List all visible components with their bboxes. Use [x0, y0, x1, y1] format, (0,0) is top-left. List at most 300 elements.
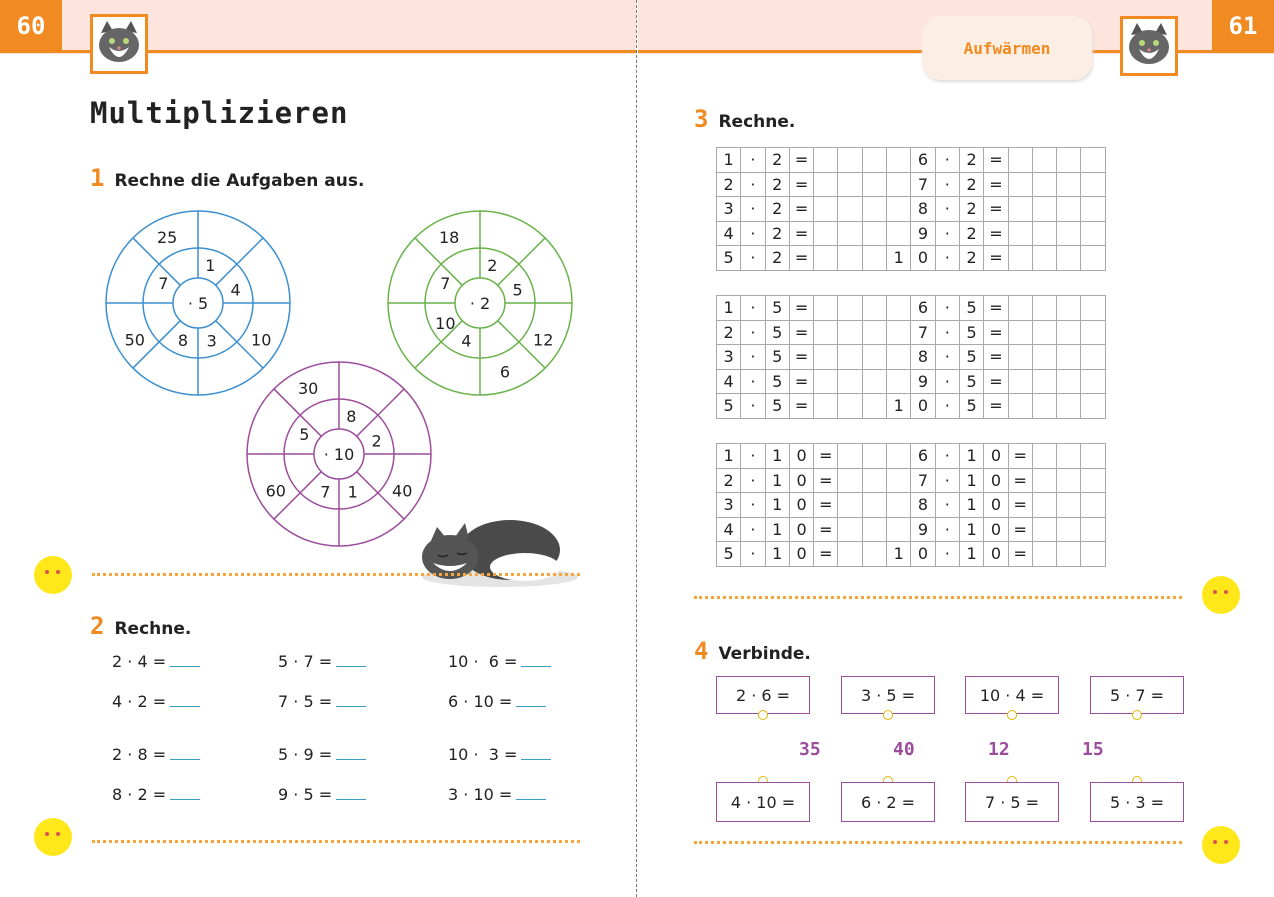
- grid-cell: 4: [717, 221, 741, 246]
- wheel-outer-number: 25: [156, 227, 178, 247]
- grid-cell[interactable]: [1032, 296, 1056, 321]
- answer-blank[interactable]: [521, 745, 551, 760]
- grid-cell: ·: [741, 221, 765, 246]
- grid-cell: ·: [935, 394, 959, 419]
- grid-cell[interactable]: [814, 148, 838, 173]
- grid-row: [717, 493, 1106, 518]
- grid-cell[interactable]: [1008, 369, 1032, 394]
- wheel-outer-number: 30: [297, 378, 319, 398]
- grid-cell: =: [789, 296, 813, 321]
- connect-dot[interactable]: [758, 710, 768, 720]
- grid-cell: 2: [959, 148, 983, 173]
- grid-cell[interactable]: [1057, 246, 1081, 271]
- grid-cell[interactable]: [814, 172, 838, 197]
- grid-cell: 2: [959, 246, 983, 271]
- answer-blank[interactable]: [521, 652, 551, 667]
- grid-cell: 2: [717, 172, 741, 197]
- grid-cell: 8: [911, 197, 935, 222]
- grid-cell: ·: [741, 444, 765, 469]
- grid-cell: =: [1008, 542, 1032, 567]
- equation-text: 10 · 6 =: [448, 652, 518, 671]
- grid-cell: =: [984, 246, 1008, 271]
- grid-cell[interactable]: [1057, 221, 1081, 246]
- grid-cell: =: [789, 197, 813, 222]
- connect-dot[interactable]: [1007, 710, 1017, 720]
- grid-cell: 5: [959, 394, 983, 419]
- grid-cell: ·: [741, 394, 765, 419]
- grid-cell[interactable]: [1032, 148, 1056, 173]
- wheel-inner-number: 8: [346, 406, 357, 426]
- grid-cell[interactable]: [887, 369, 911, 394]
- grid-cell: 1: [765, 444, 789, 469]
- grid-cell[interactable]: [1032, 197, 1056, 222]
- grid-cell[interactable]: [1081, 345, 1105, 370]
- grid-cell: 1: [959, 468, 983, 493]
- grid-cell[interactable]: [862, 517, 886, 542]
- grid-cell[interactable]: [1008, 246, 1032, 271]
- grid-cell: 7: [911, 172, 935, 197]
- grid-cell[interactable]: [862, 444, 886, 469]
- grid-row: [717, 542, 1106, 567]
- bubble-label: Aufwärmen: [963, 38, 1051, 58]
- grid-cell[interactable]: [838, 172, 862, 197]
- grid-cell[interactable]: [1008, 345, 1032, 370]
- equation-text: 8 · 2 =: [112, 785, 167, 804]
- grid-cell[interactable]: [1081, 172, 1105, 197]
- equation: [448, 785, 546, 804]
- grid-cell: 2: [959, 197, 983, 222]
- wheel-inner-number: 2: [371, 431, 382, 451]
- grid-cell: 2: [765, 148, 789, 173]
- grid-cell[interactable]: [1057, 493, 1081, 518]
- grid-cell[interactable]: [838, 517, 862, 542]
- grid-cell: 1: [887, 542, 911, 567]
- calc-grid-times-2: [716, 147, 1106, 271]
- wheel-inner-number: 1: [205, 255, 216, 275]
- grid-row: [717, 394, 1106, 419]
- grid-cell[interactable]: [887, 444, 911, 469]
- grid-cell: 0: [984, 468, 1008, 493]
- grid-cell: =: [789, 394, 813, 419]
- grid-cell: 2: [765, 246, 789, 271]
- grid-cell[interactable]: [887, 172, 911, 197]
- grid-cell[interactable]: [862, 320, 886, 345]
- grid-cell[interactable]: [1032, 444, 1056, 469]
- grid-cell: =: [789, 221, 813, 246]
- grid-cell[interactable]: [814, 394, 838, 419]
- wheel-times-5: [106, 211, 290, 395]
- grid-cell[interactable]: [862, 148, 886, 173]
- connect-box-top[interactable]: 5 · 7 =: [1090, 676, 1184, 714]
- grid-cell[interactable]: [1081, 148, 1105, 173]
- wheel-spoke: [216, 238, 263, 285]
- wheel-outer-number: 10: [251, 330, 272, 350]
- wheel-outer-number: 50: [124, 330, 145, 350]
- connect-box-top[interactable]: 3 · 5 =: [841, 676, 935, 714]
- grid-cell: 0: [984, 542, 1008, 567]
- connect-box-bottom[interactable]: 5 · 3 =: [1090, 782, 1184, 822]
- grid-cell[interactable]: [1057, 369, 1081, 394]
- grid-cell: =: [984, 369, 1008, 394]
- grid-cell[interactable]: [814, 345, 838, 370]
- grid-cell[interactable]: [862, 296, 886, 321]
- grid-cell: ·: [935, 493, 959, 518]
- wheel-inner-number: 7: [440, 274, 451, 293]
- answer-blank[interactable]: [336, 745, 366, 760]
- grid-cell[interactable]: [1081, 444, 1105, 469]
- grid-cell: 5: [959, 369, 983, 394]
- grid-cell[interactable]: [862, 345, 886, 370]
- grid-cell[interactable]: [838, 296, 862, 321]
- grid-cell[interactable]: [1008, 197, 1032, 222]
- cat-face-icon: [1123, 19, 1175, 73]
- result-number: 35: [799, 739, 821, 760]
- equation: [448, 652, 551, 671]
- grid-cell: =: [789, 320, 813, 345]
- page-divider: [636, 0, 637, 897]
- wheel-spoke: [498, 238, 545, 285]
- task-4-heading: [694, 637, 811, 665]
- grid-cell: ·: [741, 345, 765, 370]
- grid-cell[interactable]: [1057, 345, 1081, 370]
- grid-cell[interactable]: [838, 320, 862, 345]
- grid-cell[interactable]: [1057, 444, 1081, 469]
- grid-cell: =: [814, 517, 838, 542]
- grid-cell[interactable]: [1032, 172, 1056, 197]
- grid-cell: =: [789, 345, 813, 370]
- grid-cell: 0: [789, 468, 813, 493]
- equation: [112, 692, 200, 711]
- grid-cell: 2: [959, 221, 983, 246]
- grid-cell[interactable]: [1008, 148, 1032, 173]
- equation: [112, 652, 200, 671]
- grid-cell[interactable]: [1057, 172, 1081, 197]
- grid-cell[interactable]: [1032, 394, 1056, 419]
- grid-cell: 1: [765, 517, 789, 542]
- task-number: 4: [694, 637, 709, 665]
- grid-cell: 9: [911, 221, 935, 246]
- grid-cell[interactable]: [838, 197, 862, 222]
- grid-cell: =: [789, 148, 813, 173]
- wheel-inner-number: 4: [461, 331, 472, 351]
- equation: [278, 692, 366, 711]
- equation-text: 9 · 5 =: [278, 785, 333, 804]
- grid-cell[interactable]: [1081, 221, 1105, 246]
- grid-cell: =: [1008, 493, 1032, 518]
- grid-cell: ·: [935, 542, 959, 567]
- wheel-inner-number: 2: [487, 255, 498, 275]
- grid-cell: 0: [911, 394, 935, 419]
- grid-cell[interactable]: [1032, 246, 1056, 271]
- grid-cell[interactable]: [1057, 517, 1081, 542]
- wheel-inner-number: 7: [320, 482, 331, 502]
- grid-cell[interactable]: [862, 221, 886, 246]
- grid-cell[interactable]: [1081, 542, 1105, 567]
- grid-cell: 9: [911, 517, 935, 542]
- grid-cell: ·: [741, 320, 765, 345]
- grid-cell[interactable]: [1057, 468, 1081, 493]
- grid-cell[interactable]: [838, 221, 862, 246]
- wheel-center-label: · 10: [323, 445, 355, 464]
- connect-box-top[interactable]: 10 · 4 =: [965, 676, 1059, 714]
- grid-cell[interactable]: [862, 542, 886, 567]
- grid-cell: 0: [789, 493, 813, 518]
- grid-cell[interactable]: [1081, 320, 1105, 345]
- answer-blank[interactable]: [336, 652, 366, 667]
- grid-cell: 2: [959, 172, 983, 197]
- grid-cell[interactable]: [1008, 296, 1032, 321]
- grid-cell[interactable]: [1057, 394, 1081, 419]
- connect-dot[interactable]: [883, 710, 893, 720]
- equation-text: 3 · 10 =: [448, 785, 513, 804]
- wheel-inner-number: 8: [177, 331, 189, 351]
- connect-box-top[interactable]: 2 · 6 =: [716, 676, 810, 714]
- grid-cell: ·: [935, 345, 959, 370]
- grid-cell[interactable]: [862, 197, 886, 222]
- grid-cell: 1: [887, 394, 911, 419]
- grid-cell: ·: [741, 369, 765, 394]
- divider-dotted: [92, 573, 580, 576]
- grid-cell: 0: [789, 444, 813, 469]
- connect-dot[interactable]: [1132, 710, 1142, 720]
- grid-cell: 5: [717, 394, 741, 419]
- cat-portrait-right: [1120, 16, 1178, 76]
- grid-cell[interactable]: [1032, 468, 1056, 493]
- grid-cell: ·: [935, 296, 959, 321]
- grid-cell[interactable]: [887, 468, 911, 493]
- grid-cell[interactable]: [1057, 542, 1081, 567]
- grid-cell: 2: [765, 197, 789, 222]
- equation-text: 5 · 9 =: [278, 745, 333, 764]
- grid-cell[interactable]: [862, 369, 886, 394]
- grid-cell: 5: [765, 320, 789, 345]
- grid-cell: 1: [959, 542, 983, 567]
- answer-blank[interactable]: [516, 785, 546, 800]
- grid-cell[interactable]: [838, 148, 862, 173]
- connect-box-bottom[interactable]: 4 · 10 =: [716, 782, 810, 822]
- task-number: 3: [694, 105, 709, 133]
- grid-cell: 5: [717, 542, 741, 567]
- grid-cell[interactable]: [862, 468, 886, 493]
- grid-cell[interactable]: [814, 221, 838, 246]
- grid-cell: 0: [984, 444, 1008, 469]
- grid-cell: =: [814, 542, 838, 567]
- grid-cell: ·: [935, 468, 959, 493]
- wheel-outer-number: 18: [438, 227, 460, 247]
- answer-blank[interactable]: [170, 785, 200, 800]
- equation: [112, 745, 200, 764]
- wheel-times-2: [388, 211, 572, 395]
- grid-cell: 4: [717, 517, 741, 542]
- grid-cell[interactable]: [838, 394, 862, 419]
- grid-cell: =: [984, 221, 1008, 246]
- grid-cell[interactable]: [1032, 345, 1056, 370]
- grid-cell[interactable]: [1081, 394, 1105, 419]
- grid-cell[interactable]: [838, 369, 862, 394]
- grid-cell: 1: [959, 444, 983, 469]
- task-instruction: Verbinde.: [718, 644, 811, 664]
- grid-cell: 1: [717, 296, 741, 321]
- grid-cell: 3: [717, 197, 741, 222]
- grid-cell: 7: [911, 320, 935, 345]
- grid-cell: 0: [911, 542, 935, 567]
- grid-cell: =: [789, 369, 813, 394]
- grid-cell: 9: [911, 369, 935, 394]
- grid-cell: =: [1008, 517, 1032, 542]
- grid-cell[interactable]: [1008, 172, 1032, 197]
- grid-cell[interactable]: [862, 246, 886, 271]
- answer-blank[interactable]: [170, 745, 200, 760]
- grid-cell: =: [814, 468, 838, 493]
- grid-cell[interactable]: [814, 320, 838, 345]
- wheel-inner-number: 10: [435, 314, 456, 333]
- equation-text: 4 · 2 =: [112, 692, 167, 711]
- grid-cell: 0: [789, 542, 813, 567]
- grid-cell[interactable]: [1057, 320, 1081, 345]
- grid-cell[interactable]: [862, 394, 886, 419]
- section-bubble: [922, 16, 1092, 80]
- grid-cell[interactable]: [1008, 221, 1032, 246]
- grid-cell[interactable]: [1032, 542, 1056, 567]
- grid-cell: ·: [741, 246, 765, 271]
- grid-cell: 0: [911, 246, 935, 271]
- wheel-inner-number: 5: [512, 280, 523, 300]
- equation: [278, 745, 366, 764]
- grid-cell[interactable]: [1081, 468, 1105, 493]
- answer-blank[interactable]: [170, 652, 200, 667]
- grid-cell[interactable]: [1081, 493, 1105, 518]
- grid-cell[interactable]: [838, 542, 862, 567]
- answer-blank[interactable]: [336, 692, 366, 707]
- grid-row: [717, 148, 1106, 173]
- grid-cell: 0: [984, 517, 1008, 542]
- wheel-inner-number: 7: [158, 274, 169, 293]
- grid-cell[interactable]: [1032, 221, 1056, 246]
- grid-cell: =: [984, 197, 1008, 222]
- grid-cell: =: [814, 444, 838, 469]
- grid-cell[interactable]: [1081, 296, 1105, 321]
- grid-cell[interactable]: [887, 320, 911, 345]
- grid-cell[interactable]: [1081, 517, 1105, 542]
- grid-cell[interactable]: [887, 296, 911, 321]
- equation: [278, 785, 366, 804]
- equation: [278, 652, 366, 671]
- grid-cell: =: [984, 296, 1008, 321]
- grid-row: [717, 221, 1106, 246]
- grid-cell[interactable]: [1032, 369, 1056, 394]
- grid-cell[interactable]: [838, 493, 862, 518]
- grid-cell[interactable]: [862, 493, 886, 518]
- grid-cell: ·: [741, 468, 765, 493]
- grid-cell[interactable]: [887, 345, 911, 370]
- grid-cell[interactable]: [838, 246, 862, 271]
- wheel-center-label: · 2: [469, 294, 491, 313]
- grid-cell: ·: [741, 197, 765, 222]
- grid-cell[interactable]: [838, 468, 862, 493]
- grid-cell[interactable]: [814, 296, 838, 321]
- grid-cell: 5: [959, 320, 983, 345]
- equation: [112, 785, 200, 804]
- grid-cell[interactable]: [887, 148, 911, 173]
- wheel-times-10: [247, 362, 431, 546]
- page-number-left: 60: [0, 0, 62, 52]
- grid-cell[interactable]: [814, 197, 838, 222]
- grid-cell: ·: [741, 542, 765, 567]
- grid-cell: 1: [765, 493, 789, 518]
- grid-row: [717, 172, 1106, 197]
- answer-blank[interactable]: [170, 692, 200, 707]
- grid-cell: ·: [741, 517, 765, 542]
- task-instruction: Rechne.: [718, 112, 796, 132]
- connect-box-bottom[interactable]: 6 · 2 =: [841, 782, 935, 822]
- task-instruction: Rechne die Aufgaben aus.: [114, 171, 365, 191]
- grid-cell: 7: [911, 468, 935, 493]
- grid-row: [717, 468, 1106, 493]
- grid-cell[interactable]: [1081, 369, 1105, 394]
- grid-cell: =: [814, 493, 838, 518]
- grid-row: [717, 444, 1106, 469]
- equation-text: 7 · 5 =: [278, 692, 333, 711]
- grid-cell[interactable]: [814, 246, 838, 271]
- connect-box-bottom[interactable]: 7 · 5 =: [965, 782, 1059, 822]
- equation-text: 10 · 3 =: [448, 745, 518, 764]
- grid-cell: =: [984, 345, 1008, 370]
- grid-cell: ·: [935, 246, 959, 271]
- grid-cell: ·: [935, 369, 959, 394]
- grid-cell: 4: [717, 369, 741, 394]
- grid-cell[interactable]: [838, 345, 862, 370]
- grid-cell: 1: [887, 246, 911, 271]
- grid-cell[interactable]: [1081, 197, 1105, 222]
- grid-cell[interactable]: [1008, 320, 1032, 345]
- grid-cell[interactable]: [1057, 296, 1081, 321]
- grid-cell[interactable]: [1008, 394, 1032, 419]
- grid-cell[interactable]: [1032, 517, 1056, 542]
- grid-row: [717, 246, 1106, 271]
- grid-cell[interactable]: [1057, 197, 1081, 222]
- grid-cell: 8: [911, 345, 935, 370]
- task-number: 1: [90, 164, 105, 192]
- grid-cell[interactable]: [1032, 320, 1056, 345]
- grid-cell[interactable]: [1057, 148, 1081, 173]
- sleeping-cat-illustration: [405, 505, 580, 595]
- grid-cell[interactable]: [1032, 493, 1056, 518]
- grid-row: [717, 296, 1106, 321]
- grid-cell: 5: [765, 394, 789, 419]
- grid-cell: 0: [789, 517, 813, 542]
- answer-blank[interactable]: [336, 785, 366, 800]
- grid-cell: 5: [717, 246, 741, 271]
- grid-cell[interactable]: [887, 197, 911, 222]
- grid-cell[interactable]: [887, 221, 911, 246]
- grid-cell: ·: [741, 493, 765, 518]
- smiley-icon: [34, 556, 72, 594]
- grid-cell: 6: [911, 296, 935, 321]
- grid-cell[interactable]: [862, 172, 886, 197]
- grid-cell: 2: [765, 172, 789, 197]
- grid-cell[interactable]: [814, 369, 838, 394]
- grid-cell: 5: [765, 296, 789, 321]
- equation-text: 2 · 4 =: [112, 652, 167, 671]
- grid-cell[interactable]: [1081, 246, 1105, 271]
- grid-cell[interactable]: [887, 493, 911, 518]
- wheel-inner-number: 3: [206, 331, 217, 351]
- grid-cell: =: [1008, 468, 1032, 493]
- grid-cell[interactable]: [838, 444, 862, 469]
- grid-cell[interactable]: [887, 517, 911, 542]
- calc-grid-times-10: [716, 443, 1106, 567]
- answer-blank[interactable]: [516, 692, 546, 707]
